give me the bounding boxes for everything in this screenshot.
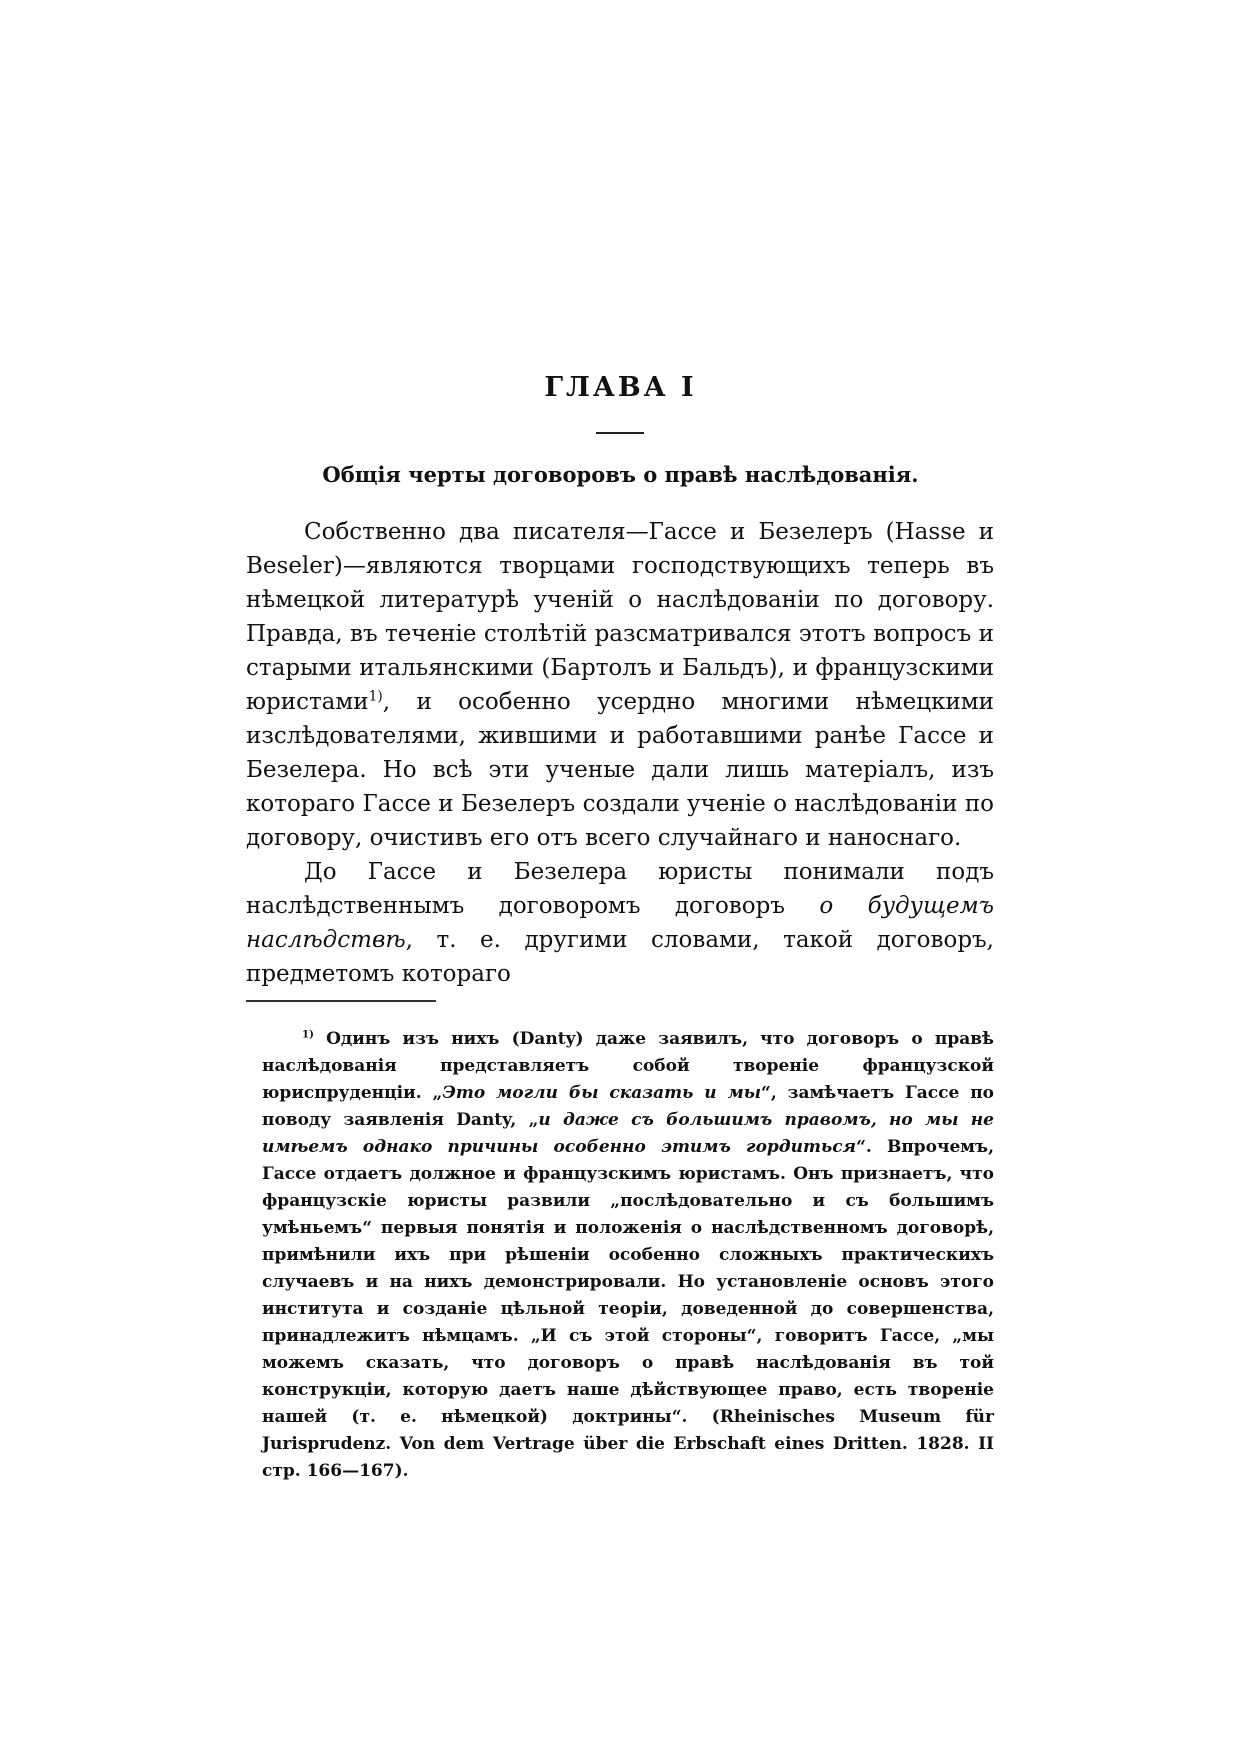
footnote-divider [246,1000,436,1002]
footnote-text-2: “, замѣчаетъ Гассе по поводу заявленія Danty, „ [262,1083,995,1130]
title-divider [596,432,644,434]
footnote-text-1: Одинъ изъ нихъ (Danty) даже заявилъ, что договоръ о правѣ наслѣдованія представляетъ собой твореніе французской юриспруденціи. „ [262,1029,994,1103]
paragraph-1 [246,515,994,855]
paragraph-1-text-continued: , и особенно усердно многими нѣмецкими изслѣдователями, жившими и работавшими ранѣе Гассе и Безелера. Но всѣ эти ученые дали лишь матеріалъ, изъ котораго Гассе и Безелеръ создали ученіе о наслѣдованіи по договору, очистивъ его отъ всего случайнаго и наноснаго. [246,689,994,851]
footnote-italic-1: Это могли бы сказать и мы [442,1083,762,1103]
paragraph-2-text-continued: , т. е. другими словами, такой договоръ, предметомъ котораго [246,927,994,987]
footnote-text-3: “. Впрочемъ, Гассе отдаетъ должное и французскимъ юристамъ. Онъ признаетъ, что французскіе юристы развили „послѣдовательно и съ большимъ умѣньемъ“ первыя понятія и положенія о наслѣдственномъ договорѣ, примѣнили ихъ при рѣшеніи особенно сложныхъ практическихъ случаевъ и на нихъ демонстрировали. Но установленіе основъ этого института и созданіе цѣльной теоріи, доведенной до совершенства, принадлежитъ нѣмцамъ. „И съ этой стороны“, говоритъ Гассе, „мы можемъ сказать, что договоръ о правѣ наслѣдованія въ той конструкціи, которую даетъ наше дѣйствующее право, есть твореніе нашей (т. е. нѣмецкой) доктрины“. (Rheinisches Museum für Jurisprudenz. Von dem Vertrage über die Erbschaft eines Dritten. 1828. II стр. 166—167). [262,1137,994,1481]
footnote-mark: 1) [302,1028,314,1041]
body-text [246,515,994,991]
footnote-italic-2: и даже съ большимъ правомъ, но мы не имѣемъ однако причины особенно этимъ гордиться [262,1110,994,1157]
paragraph-1-text: Собственно два писателя—Гассе и Безелеръ (Hasse и Beseler)—являются творцами господствующихъ теперь въ нѣмецкой литературѣ ученій о наслѣдованіи по договору. Правда, въ теченіе столѣтій разсматривался этотъ вопросъ и старыми итальянскими (Бартолъ и Бальдъ), и французскими юристами [246,519,994,715]
section-title: Общія черты договоровъ о правѣ наслѣдованія. [322,462,919,487]
paragraph-2-italic: о будущемъ наслѣдствѣ [246,893,994,953]
footnote [262,1026,994,1485]
paragraph-2-text: До Гассе и Безелера юристы понимали подъ наслѣдственнымъ договоромъ договоръ [246,859,994,919]
footnote-reference: 1) [368,688,383,705]
paragraph-2 [246,855,994,991]
chapter-title: ГЛАВА I [544,372,697,403]
